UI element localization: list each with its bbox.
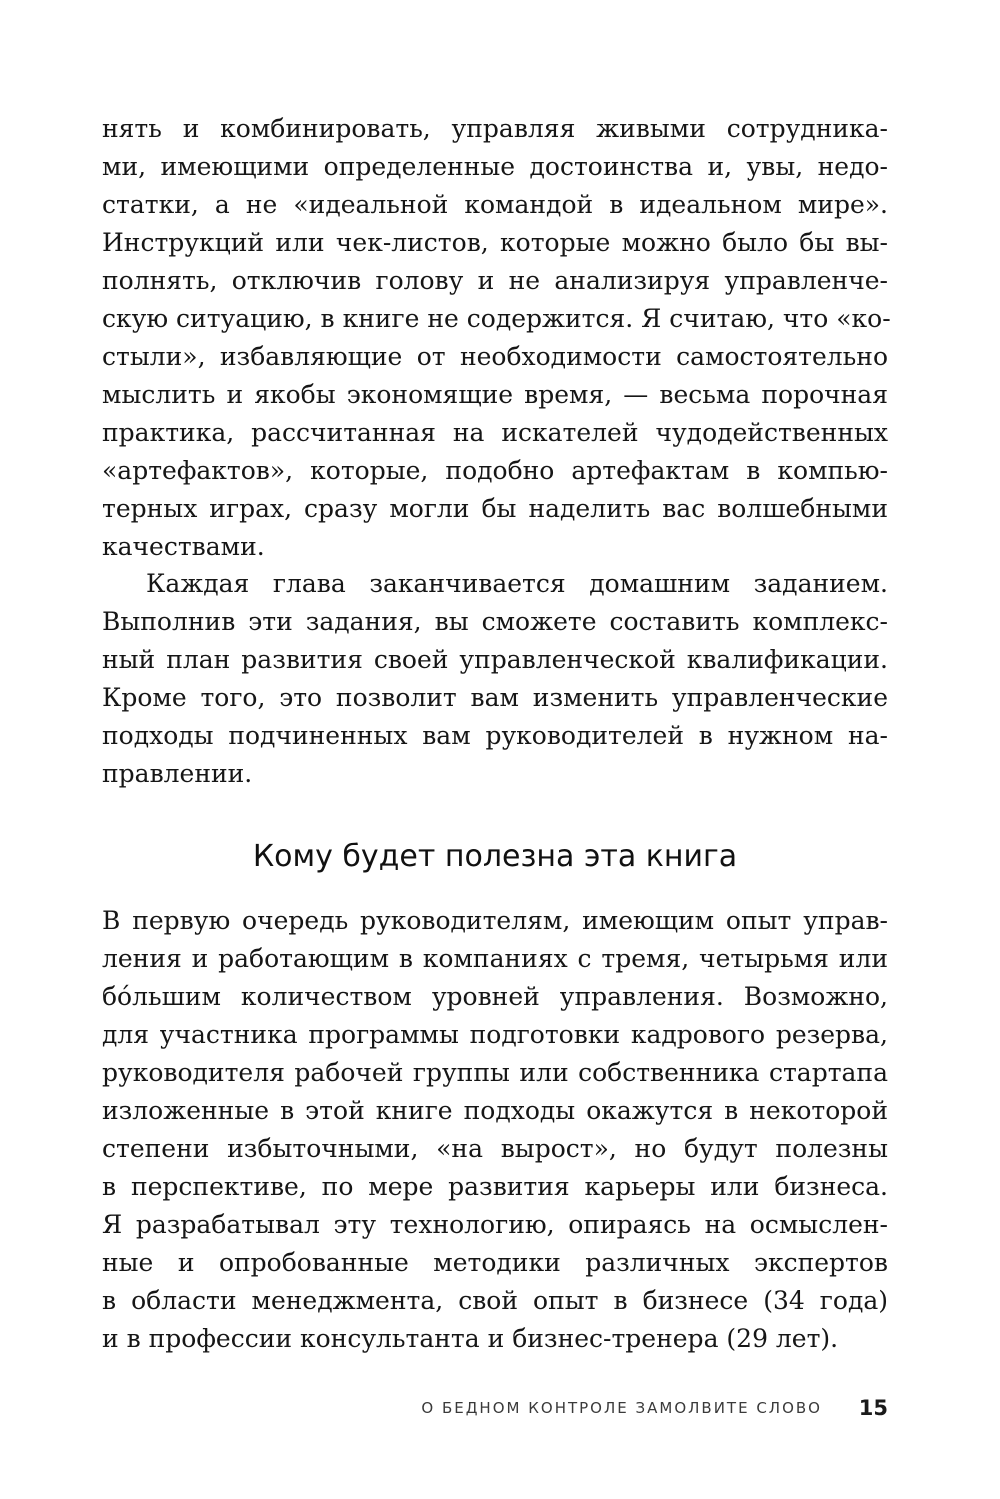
text-line: скую ситуацию, в книге не содержится. Я считаю, что «ко- (102, 304, 891, 333)
text-line: ления и работающим в компаниях с тремя, четырьмя или (102, 944, 888, 973)
text-line: статки, а не «идеальной командой в идеальном мире». (102, 190, 888, 219)
text-line: полнять, отключив голову и не анализируя управленче- (102, 266, 888, 295)
text-line: Я разрабатывал эту технологию, опираясь на осмыслен- (102, 1210, 888, 1239)
running-title: О БЕДНОМ КОНТРОЛЕ ЗАМОЛВИТЕ СЛОВО (421, 1399, 822, 1417)
page-number: 15 (858, 1396, 888, 1420)
text-line: бóльшим количеством уровней управления. Возможно, (102, 982, 888, 1011)
text-line: терных играх, сразу могли бы наделить вас волшебными (102, 494, 888, 523)
section-heading: Кому будет полезна эта книга (252, 839, 738, 874)
text-line: для участника программы подготовки кадрового резерва, (102, 1020, 888, 1049)
text-line: правлении. (102, 759, 253, 788)
text-line: руководителя рабочей группы или собственника стартапа (102, 1058, 888, 1087)
text-line: качествами. (102, 532, 265, 561)
text-line: нять и комбинировать, управляя живыми сотрудника- (102, 114, 888, 143)
text-line: практика, рассчитанная на искателей чудодейственных (102, 418, 888, 447)
text-line: Каждая глава заканчивается домашним заданием. (146, 569, 888, 598)
text-line: Кроме того, это позволит вам изменить управленческие (102, 683, 888, 712)
text-line: степени избыточными, «на вырост», но будут полезны (102, 1134, 888, 1163)
text-line: ми, имеющими определенные достоинства и, увы, недо- (102, 152, 888, 181)
text-line: и в профессии консультанта и бизнес-тренера (29 лет). (102, 1324, 839, 1353)
text-line: ный план развития своей управленческой квалификации. (102, 645, 888, 674)
text-line: в перспективе, по мере развития карьеры или бизнеса. (102, 1172, 888, 1201)
page-footer (102, 1393, 888, 1423)
text-line: мыслить и якобы экономящие время, — весьма порочная (102, 380, 888, 409)
text-line: стыли», избавляющие от необходимости самостоятельно (102, 342, 888, 371)
text-line: «артефактов», которые, подобно артефактам в компью- (102, 456, 888, 485)
text-line: В первую очередь руководителям, имеющим опыт управ- (102, 906, 888, 935)
text-line: ные и опробованные методики различных экспертов (102, 1248, 888, 1277)
text-line: изложенные в этой книге подходы окажутся в некоторой (102, 1096, 888, 1125)
text-line: Инструкций или чек-листов, которые можно было бы вы- (102, 228, 888, 257)
text-line: Выполнив эти задания, вы сможете составить комплекс- (102, 607, 888, 636)
text-line: подходы подчиненных вам руководителей в нужном на- (102, 721, 888, 750)
text-line: в области менеджмента, свой опыт в бизнесе (34 года) (102, 1286, 888, 1315)
